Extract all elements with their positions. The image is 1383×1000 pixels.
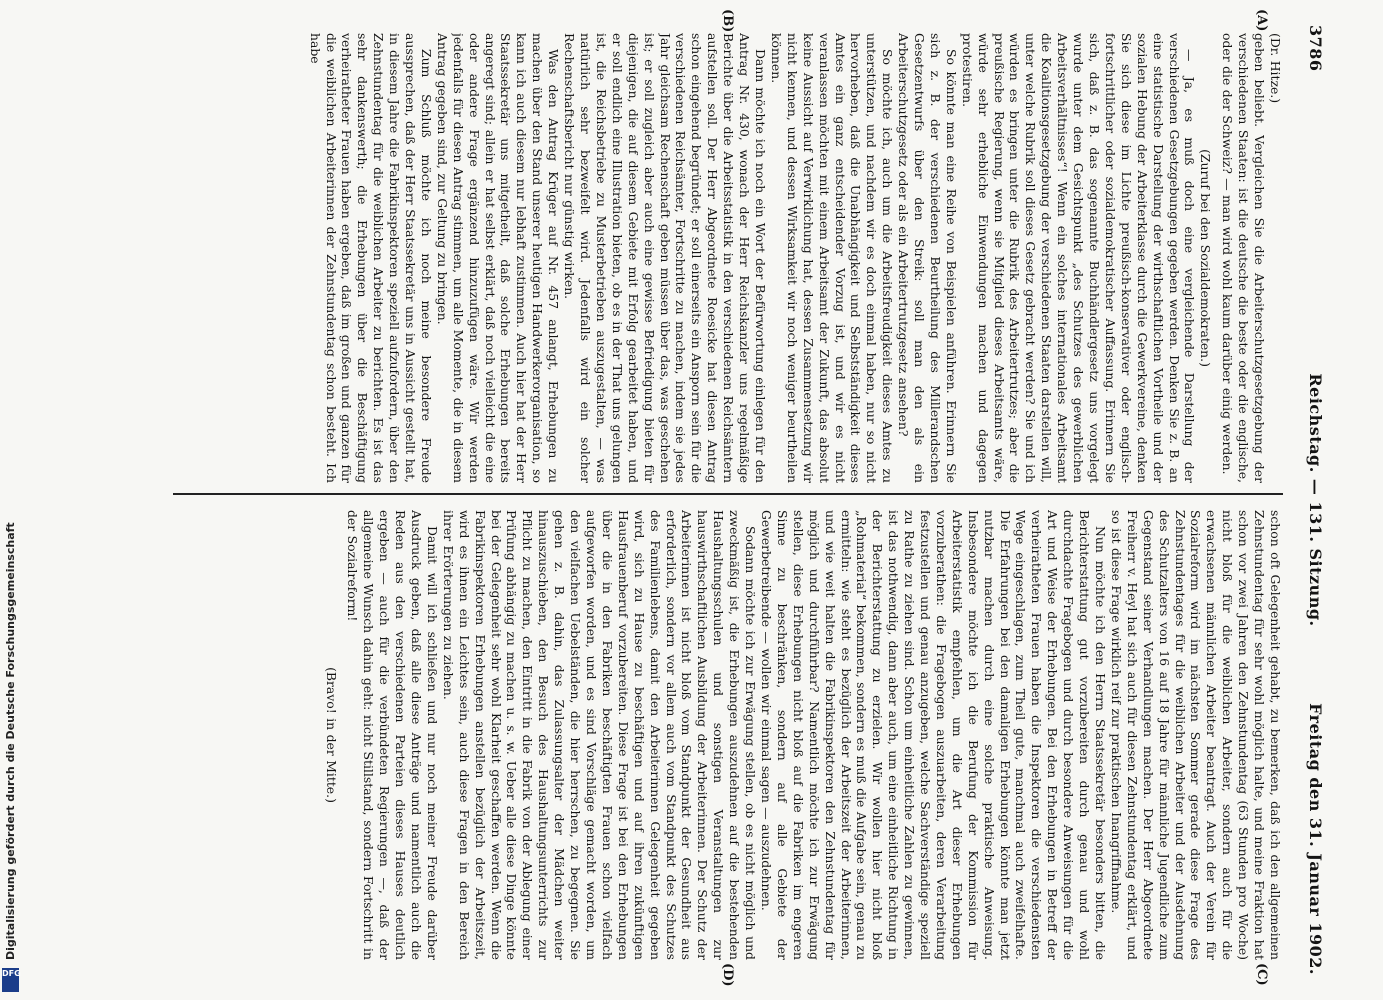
left-column xyxy=(163,33,1283,483)
speaker-label: (Dr. Hitze.) xyxy=(1268,33,1283,104)
margin-marker-a: (A) xyxy=(1254,9,1269,32)
margin-marker-b: (B) xyxy=(720,9,735,33)
interjection: (Zuruf bei den Sozialdemokraten.) xyxy=(1198,149,1214,367)
scanned-page xyxy=(95,5,1335,995)
paragraph: So möchte ich, auch um die Arbeitsfreudigkeit dieses Amtes zu unterstützen, und nachdem wir es doch einmal haben, nur so nicht hervorheben, daß die Unabhängigkeit und Selbstständigkeit dieses Amtes ein ganz entscheidender Vorzug ist, und wir es nicht veranlassen möchten mit einem Arbeitsamt der Zukunft, das absolut keine Aussicht auf Verwirklichung hat, dessen Zusammensetzung wir nicht kennen, und dessen Wirksamkeit wir noch weniger beurtheilen können. xyxy=(768,33,896,483)
digitization-credit-text: Digitalisierung gefördert durch die Deutsche Forschungsgemeinschaft xyxy=(4,522,17,960)
paragraph: Dann möchte ich noch ein Wort der Befürwortung einlegen für den Antrag Nr. 430, wonach der Herr Reichskanzler uns regelmäßige Berichte über die Arbeitsstatistik in den verschiedenen Reichsämtern aufstellen soll. Der Herr Abgeordnete Roesicke hat diesen Antrag schon eingehend begründet; er soll einerseits ein Ansporn sein für die verschiedenen Reichsämter, Fortschritte zu machen, indem sie jedes Jahr gleichsam Rechenschaft geben müssen über das, was geschehen ist; er soll zugleich aber auch eine gewisse Befriedigung bieten für diejenigen, die auf diesem Gebiete mit Erfolg gearbeitet haben, und er soll endlich eine Illustration bieten, ob es in der That uns gelungen ist, die Reichsbetriebe zu Musterbetrieben auszugestalten, — was natürlich sehr bezweifelt wird. Jedenfalls wird ein solcher Rechenschaftsbericht nur günstig wirken. xyxy=(562,33,768,483)
paragraph: Was den Antrag Krüger auf Nr. 457 anlangt, Erhebungen zu machen über den Stand unserer heutigen Handwerkerorganisation, so kann ich auch diesem nur lebhaft zustimmen. Auch hier hat der Herr Staatssekretär uns mitgetheilt, daß solche Erhebungen bereits angeregt sind; allein er hat selbst erklärt, daß noch vielleicht die eine oder andere Frage ergänzend hinzuzufügen wäre. Wir werden jedenfalls für diesen Antrag stimmen, um alle Momente, die in diesem Antrag gegeben sind, zur Geltung zu bringen. xyxy=(434,33,562,483)
paragraph: schon oft Gelegenheit gehabt, zu bemerken, daß ich den allgemeinen Zehnstundentag für sehr wohl möglich halte, und meine Fraktion hat schon vor zwei Jahren den Zehnstundentag (63 Stunden pro Woche) nicht bloß für die weiblichen Arbeiter, sondern auch für die erwachsenen männlichen Arbeiter beantragt. Auch der Verein für Sozialreform wird im nächsten Sommer gerade diese Frage des Zehnstundentages für die weiblichen Arbeiter und der Ausdehnung des Schutzalters von 16 auf 18 Jahre für männliche Jugendliche zum Gegenstand seiner Verhandlungen machen. Der Herr Abgeordnete Freiherr v. Heyl hat sich auch für diesen Zehnstundentag erklärt, und so ist diese Frage wirklich reif zur praktischen Inangriffnahme. xyxy=(1108,510,1283,960)
paragraph: Damit will ich schließen und nur noch meiner Freude darüber Ausdruck geben, daß alle diese Anträge und namentlich auch die Reden aus den verschiedenen Parteien dieses Hauses deutlich ergeben — auch für die verbündeten Regierungen —, daß der allgemeine Wunsch dahin geht: nicht Stillstand, sondern Fortschritt in der Sozialreform! xyxy=(345,510,440,960)
digitization-credit xyxy=(0,0,22,1000)
margin-marker-d: (D) xyxy=(720,963,735,987)
page-header xyxy=(1295,25,1325,975)
dfg-logo: DFG xyxy=(2,968,19,992)
paragraph: Sodann möchte ich zur Erwägung stellen, ob es nicht möglich und zweckmäßig ist, die Erhebungen auszudehnen auf die bestehenden Haushaltungsschulen und sonstigen Veranstaltungen zur hauswirthschaftlichen Ausbildung der Arbeiterinnen. Der Schutz der Arbeiterinnen ist nicht bloß vom Standpunkt der Gesundheit aus erforderlich, sondern vor allem auch vom Standpunkt des Schutzes des Familienlebens, damit den Arbeiterinnen Gelegenheit gegeben wird, sich zu Hause zu beschäftigen und auf ihren zukünftigen Hausfrauenberuf vorzubereiten. Diese Frage ist bei den Erhebungen über die in den Fabriken beschäftigten Frauen schon vielfach aufgeworfen worden, und es sind Vorschläge gemacht worden, um den vielfachen Uebelständen, die hier herrschen, zu begegnen. Sie gehen z. B. dahin, das Zulassungsalter der Mädchen weiter hinauszuschieben, den Besuch des Haushaltungsunterrichts zur Pflicht zu machen, den Eintritt in die Fabrik von der Ablegung einer Prüfung abhängig zu machen u. s. w. Ueber alle diese Dinge könnte bei der Gelegenheit sehr wohl Klarheit geschaffen werden. Wenn die Fabrikinspektoren Erhebungen anstellen bezüglich der Arbeitszeit, wird es ihnen ein Leichtes sein, auch diese Fragen in den Bereich ihrer Erörterungen zu ziehen. xyxy=(440,510,759,960)
paragraph: geben beliebt. Vergleichen Sie die Arbeiterschutzgesetzgebung der verschiedenen Staaten: ist die deutsche die beste oder die englische, oder die der Schweiz? — man wird wohl kaum darüber einig werden. xyxy=(1220,33,1268,483)
paragraph: Zum Schluß möchte ich noch meine besondere Freude aussprechen, daß der Herr Staatssekretär uns in Aussicht gestellt hat, in diesem Jahre die Fabrikinspektoren speziell aufzufordern, über den Zehnstundentag für die weiblichen Arbeiter zu berichten. Es ist das sehr dankenswerth; die Erhebungen über die Beschäftigung verheiratheter Frauen haben ergeben, daß im großen und ganzen für die weiblichen Arbeiterinnen der Zehnstundentag schon besteht. Ich habe xyxy=(307,33,434,483)
margin-marker-c: (C) xyxy=(1254,963,1269,986)
column-divider xyxy=(173,493,1283,495)
paragraph: — Ja, es muß doch eine vergleichende Darstellung der verschiedenen Gesetzgebungen gegeben werden. Denken Sie z. B. an eine statistische Darstellung der wirthschaftlichen Vortheile und der sozialen Hebung der Arbeiterklasse durch die Gewerkvereine, denken Sie sich diese im Lichte preußisch-konservativer oder englisch-fortschrittlicher oder sozialdemokratischer Auffassung. Erinnern Sie sich, daß z. B. das sogenannte Buchhändlergesetz uns vorgelegt wurde unter dem Gesichtspunkt „des Schutzes des gewerblichen Arbeitsverhältnisses“! Wenn ein solches internationales Arbeitsamt die Koalitionsgesetzgebung der verschiedenen Staaten darstellen will, unter welche Rubrik soll dieses Gesetz gebracht werden? Sie und ich würden es bringen unter die Rubrik des Arbeitertrutzes; aber die preußische Regierung, wenn sie Mitglied dieses Arbeitsamts wäre, würde sehr erhebliche Einwendungen machen und dagegen protestiren. xyxy=(959,33,1198,483)
rotated-page-content xyxy=(95,5,1335,995)
session-date: Freitag den 31. Januar 1902. xyxy=(1306,703,1325,975)
session-title: Reichstag. — 131. Sitzung. xyxy=(1306,373,1325,627)
page-number: 3786 xyxy=(1306,25,1325,72)
paragraph: Nun möchte ich den Herrn Staatssekretär besonders bitten, die Berichterstattung gut vorzubereiten durch genau und wohl durchdachte Fragebogen und durch besondere Anweisungen für die Art und Weise der Erhebungen. Bei den Erhebungen in Betreff der verheiratheten Frauen haben die Inspektoren die verschiedensten Wege eingeschlagen, zum Theil gute, manchmal auch zweifelhafte. Die Erfahrungen bei den damaligen Erhebungen könnte man jetzt nutzbar machen durch eine solche praktische Anweisung. Insbesondere möchte ich die Berufung der Kommission für Arbeiterstatistik empfehlen, um die Art dieser Erhebungen vorzuberathen: die Fragebogen auszuarbeiten, deren Verarbeitung festzustellen und genau anzugeben, welche Sachverständige speziell zu Rathe zu ziehen sind. Schon um einheitliche Zahlen zu gewinnen, ist das nothwendig, dann aber auch, um eine einheitliche Richtung in der Berichterstattung zu erzielen. Wir wollen hier nicht bloß „Rohmaterial“ bekommen, sondern es muß die Aufgabe sein, genau zu ermitteln: wie steht es bezüglich der Arbeitszeit der Arbeiterinnen, und wie weit halten die Fabrikinspektoren den Zehnstundentag für möglich und durchführbar? Namentlich möchte ich zur Erwägung stellen, diese Erhebungen nicht bloß auf die Fabriken im engeren Sinne zu beschränken, sondern auf alle Gebiete der Gewerbetreibende — wollen wir einmal sagen — auszudehnen. xyxy=(759,510,1109,960)
paragraph: So könnte man eine Reihe von Beispielen anführen. Erinnern Sie sich z. B. der verschiedenen Beurtheilung des Millerandschen Gesetzentwurfs über den Streik: soll man den als ein Arbeiterschutzgesetz oder als ein Arbeitertrutzgesetz ansehen? xyxy=(896,33,959,483)
applause-note: (Bravo! in der Mitte.) xyxy=(323,667,339,803)
right-column xyxy=(163,510,1283,960)
